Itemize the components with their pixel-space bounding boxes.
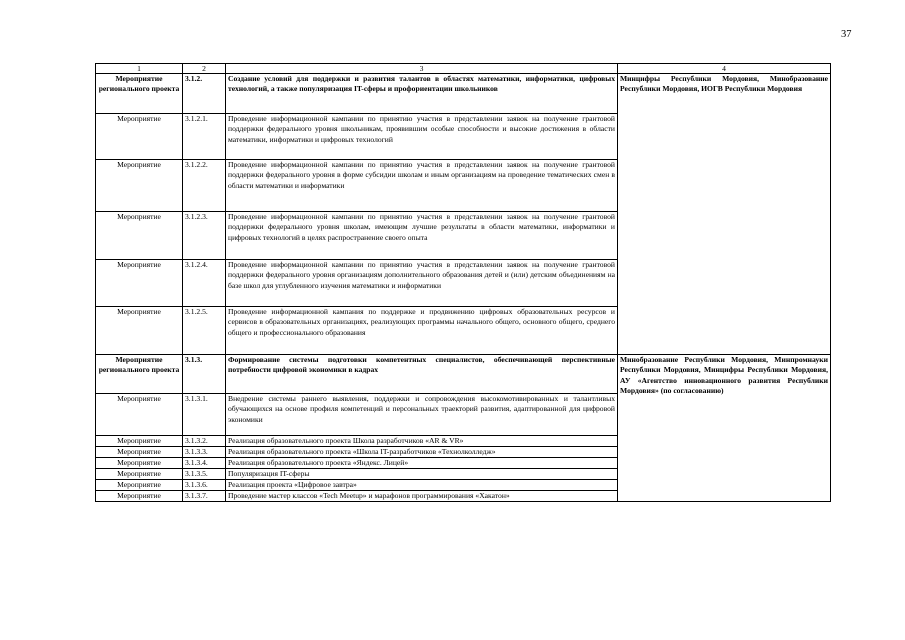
table-row [96,355,831,394]
page-number: 37 [841,29,852,40]
activity-description: Реализация образовательного проекта «Школа IT-разработчиков «Технолколледж» [226,447,618,458]
activity-code: 3.1.2.5. [183,307,226,355]
activity-code: 3.1.3.2. [183,436,226,447]
activity-code: 3.1.3.4. [183,458,226,469]
activity-type: Мероприятие [96,212,183,260]
activity-type: Мероприятие [96,447,183,458]
activity-code: 3.1.2. [183,74,226,114]
activity-code: 3.1.2.1. [183,114,226,160]
activity-code: 3.1.3.1. [183,394,226,436]
activity-description: Проведение информационной кампании по принятию участия в представлении заявок на получение грантовой поддержки федерального уровня в форме субсидии школам и иным организациям на проведение тематических смен в области математики и информатики [226,160,618,212]
activity-type: Мероприятие регионального проекта [96,74,183,114]
activity-description: Проведение информационной кампании по принятию участия в представлении заявок на получение грантовой поддержки федерального уровня школьникам, проявившим особые способности и высокие достижения в области математики, информатики и цифровых технологий [226,114,618,160]
activity-code: 3.1.3.7. [183,491,226,502]
activity-description: Внедрение системы раннего выявления, поддержки и сопровождения высокомотивированных и талантливых обучающихся на основе профиля компетенций и персональных траекторий развития, адаптированной для цифровой экономики [226,394,618,436]
activity-description: Формирование системы подготовки компетентных специалистов, обеспечивающей перспективные потребности цифровой экономики в кадрах [226,355,618,394]
activity-type: Мероприятие [96,436,183,447]
activity-description: Проведение мастер классов «Tech Meetup» и марафонов программирования «Хакатон» [226,491,618,502]
table-header-row [96,64,831,74]
activity-code: 3.1.3. [183,355,226,394]
activity-description: Проведение информационной кампания по поддержке и продвижению цифровых образовательных ресурсов и сервисов в образовательных организациях, реализующих программы начального общего, основного общего, среднего общего и профессионального образования [226,307,618,355]
activity-type: Мероприятие [96,491,183,502]
activity-description: Популяризация IT-сферы [226,469,618,480]
activity-description: Реализация образовательного проекта «Яндекс. Лицей» [226,458,618,469]
activity-type: Мероприятие [96,260,183,307]
column-header-2: 2 [183,64,226,74]
activity-code: 3.1.2.2. [183,160,226,212]
responsible-parties: Минобразование Республики Мордовия, Минпромнауки Республики Мордовия, Минцифры Республики Мордовия, АУ «Агентство инновационного развития Республики Мордовия» (по согласованию) [618,355,831,502]
activity-type: Мероприятие [96,458,183,469]
activity-description: Реализация проекта «Цифровое завтра» [226,480,618,491]
responsible-parties: Минцифры Республики Мордовия, Минобразование Республики Мордовия, ИОГВ Республики Мордовия [618,74,831,355]
activity-code: 3.1.3.3. [183,447,226,458]
column-header-4: 4 [618,64,831,74]
activity-type: Мероприятие [96,160,183,212]
activity-type: Мероприятие [96,480,183,491]
activity-type: Мероприятие [96,469,183,480]
activity-description: Создание условий для поддержки и развития талантов в областях математики, информатики, цифровых технологий, а также популяризация IT-сферы и профориентации школьников [226,74,618,114]
column-header-3: 3 [226,64,618,74]
activity-description: Проведение информационной кампании по принятию участия в представлении заявок на получение грантовой поддержки федерального уровня школам, имеющим лучшие результаты в области математики, информатики и цифровых технологий в целях распространение своего опыта [226,212,618,260]
activity-type: Мероприятие [96,114,183,160]
activity-description: Проведение информационной кампании по принятию участия в представлении заявок на получение грантовой поддержки федерального уровня организациям дополнительного образования детей и (или) детским объединениям на базе школ для углубленного изучения математики и информатики [226,260,618,307]
activity-type: Мероприятие [96,307,183,355]
activity-code: 3.1.2.4. [183,260,226,307]
activity-description: Реализация образовательного проекта Школа разработчиков «AR & VR» [226,436,618,447]
activity-type: Мероприятие [96,394,183,436]
activity-code: 3.1.3.5. [183,469,226,480]
activity-code: 3.1.2.3. [183,212,226,260]
table-row [96,74,831,114]
activities-table [95,63,831,502]
activity-type: Мероприятие регионального проекта [96,355,183,394]
activity-code: 3.1.3.6. [183,480,226,491]
column-header-1: 1 [96,64,183,74]
